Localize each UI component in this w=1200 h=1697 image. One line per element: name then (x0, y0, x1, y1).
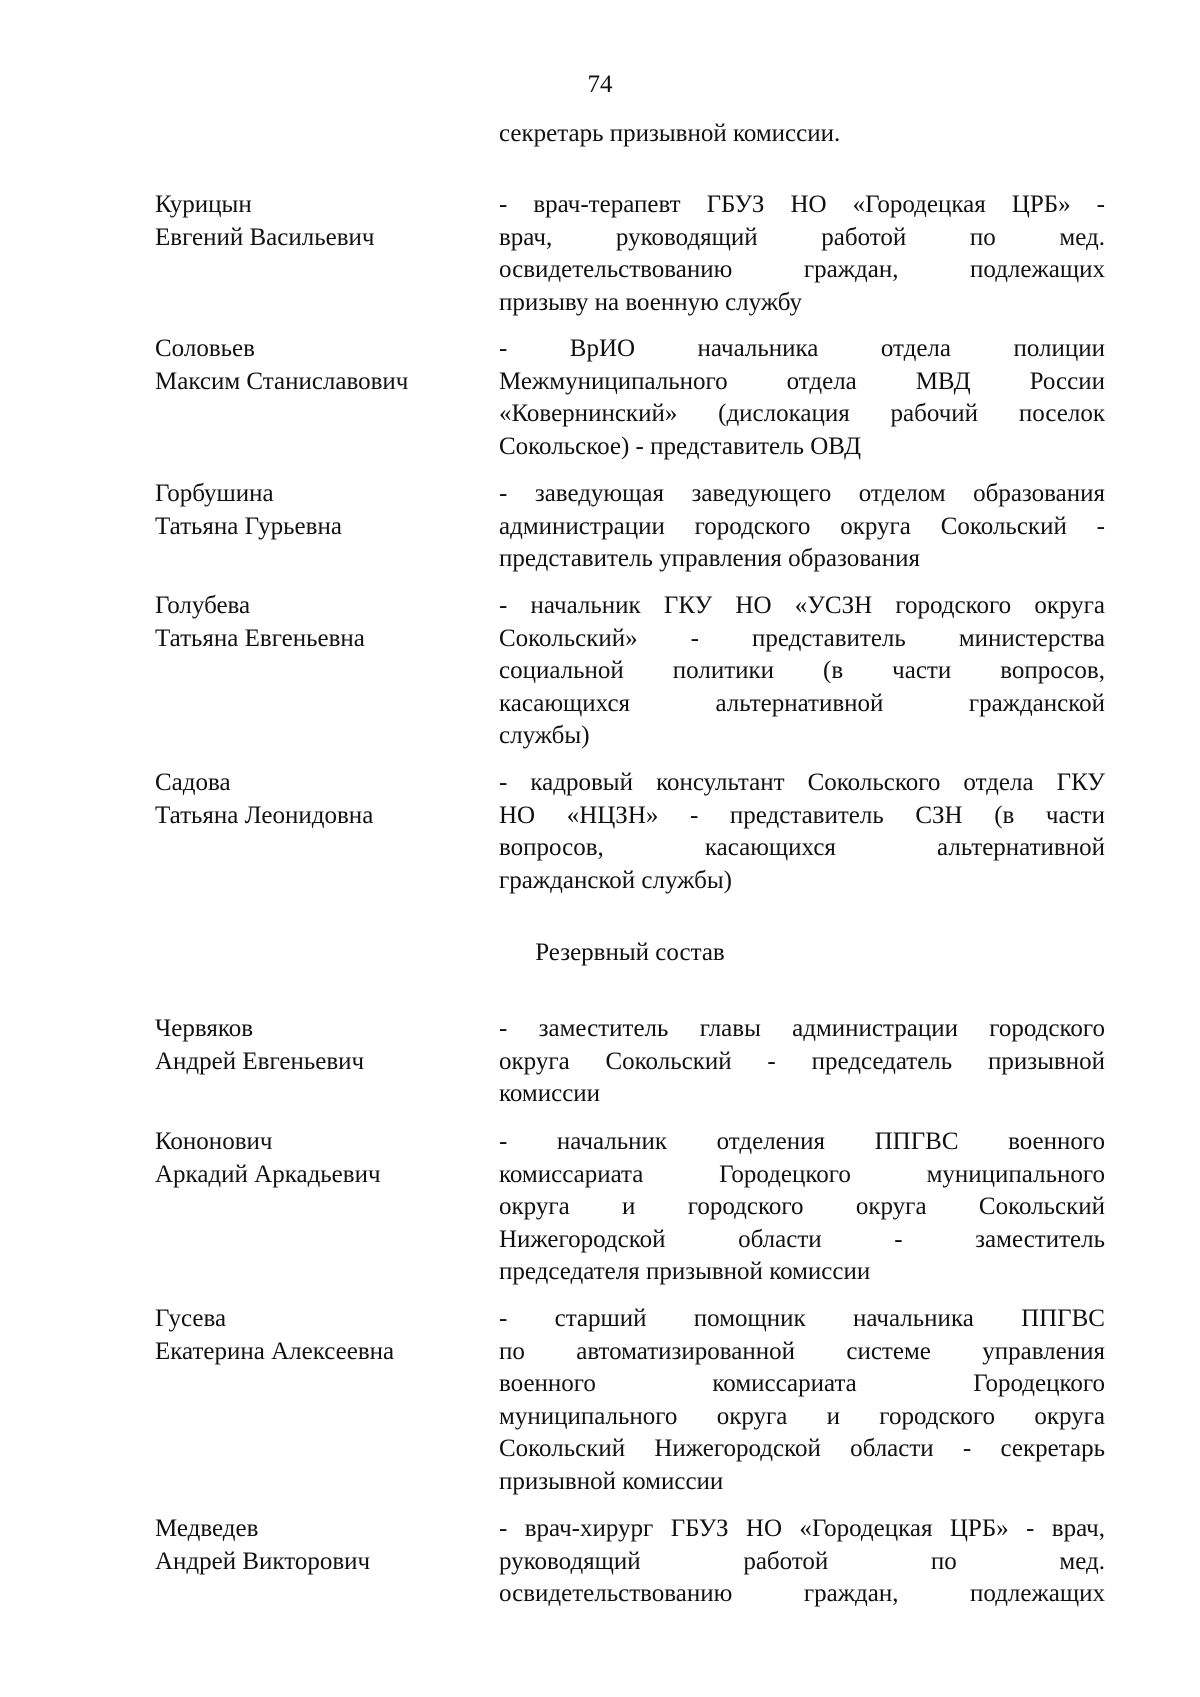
role-line: комиссии (499, 1080, 601, 1107)
member-given-names: Татьяна Евгеньевна (155, 624, 365, 652)
member-surname: Червяков (155, 1015, 253, 1042)
role-line: «Ковернинский» (дислокация рабочий поселок (499, 400, 1105, 427)
member-surname: Садова (155, 769, 231, 796)
member-given-names: Екатерина Алексеевна (155, 1337, 395, 1365)
role-line: - врач-терапевт ГБУЗ НО «Городецкая ЦРБ» - (499, 191, 1105, 218)
role-line: службы) (499, 722, 590, 749)
role-line: администрации городского округа Сокольский - (499, 512, 1105, 540)
role-line: - кадровый консультант Сокольского отдела ГКУ (499, 769, 1105, 796)
member-given-names: Максим Станиславович (155, 367, 409, 395)
role-line: Нижегородской области - заместитель (499, 1225, 1105, 1253)
member-role (499, 1126, 1105, 1289)
role-line: Межмуниципального отдела МВД России (499, 367, 1105, 395)
role-line: руководящий работой по мед. (499, 1547, 1105, 1575)
member-surname: Горбушина (155, 480, 274, 507)
role-line: Сокольское) - представитель ОВД (499, 432, 862, 460)
role-line: представитель управления образования (499, 545, 921, 572)
role-line: председателя призывной комиссии (499, 1258, 871, 1285)
member-surname: Соловьев (155, 335, 255, 362)
member-surname: Курицын (155, 191, 252, 218)
member-role (499, 1013, 1105, 1111)
member-given-names: Татьяна Леонидовна (155, 801, 374, 829)
member-name (155, 478, 475, 543)
role-line: НО «НЦЗН» - представитель СЗН (в части (499, 801, 1105, 829)
role-line: - начальник отделения ППГВС военного (499, 1128, 1105, 1155)
member-name (155, 1513, 475, 1578)
member-surname: Гусева (155, 1305, 227, 1332)
member-role (499, 478, 1105, 576)
member-name (155, 767, 475, 832)
role-line: - врач-хирург ГБУЗ НО «Городецкая ЦРБ» - врач, (499, 1515, 1105, 1542)
role-line: касающихся альтернативной гражданской (499, 689, 1105, 717)
member-given-names: Андрей Евгеньевич (155, 1047, 365, 1075)
member-given-names: Евгений Васильевич (155, 223, 375, 251)
reserve-section-heading: Резервный состав (535, 939, 725, 966)
member-given-names: Андрей Викторович (155, 1547, 371, 1575)
role-line: освидетельствованию граждан, подлежащих (499, 1580, 1105, 1607)
member-role (499, 1303, 1105, 1498)
role-line: социальной политики (в части вопросов, (499, 657, 1105, 684)
role-line: - ВрИО начальника отдела полиции (499, 335, 1105, 362)
role-line: - заместитель главы администрации городского (499, 1015, 1105, 1042)
member-name (155, 590, 475, 655)
member-role (499, 767, 1105, 897)
role-line: призыву на военную службу (499, 288, 803, 316)
member-name (155, 1303, 475, 1368)
role-line: округа Сокольский - председатель призывной (499, 1047, 1105, 1075)
page-number: 74 (587, 71, 613, 98)
member-given-names: Татьяна Гурьевна (155, 512, 342, 540)
member-surname: Медведев (155, 1515, 259, 1542)
member-name (155, 333, 475, 398)
member-name (155, 189, 475, 254)
role-line: вопросов, касающихся альтернативной (499, 834, 1105, 861)
role-line: - старший помощник начальника ППГВС (499, 1305, 1105, 1332)
role-line: Сокольский Нижегородской области - секретарь (499, 1435, 1105, 1462)
member-role (499, 1513, 1105, 1611)
role-line: освидетельствованию граждан, подлежащих (499, 256, 1105, 283)
member-role (499, 590, 1105, 753)
role-line: комиссариата Городецкого муниципального (499, 1160, 1105, 1188)
role-line: врач, руководящий работой по мед. (499, 223, 1105, 251)
role-line: по автоматизированной системе управления (499, 1337, 1105, 1365)
role-line: призывной комиссии (499, 1467, 724, 1495)
role-line: - начальник ГКУ НО «УСЗН городского округа (499, 592, 1105, 619)
member-given-names: Аркадий Аркадьевич (155, 1160, 381, 1188)
member-role (499, 333, 1105, 463)
role-line: гражданской службы) (499, 866, 732, 894)
member-name (155, 1126, 475, 1191)
member-surname: Голубева (155, 592, 251, 619)
member-role (499, 189, 1105, 319)
member-surname: Кононович (155, 1128, 273, 1155)
role-line: военного комиссариата Городецкого (499, 1370, 1105, 1397)
role-line: округа и городского округа Сокольский (499, 1193, 1105, 1220)
member-name (155, 1013, 475, 1078)
role-line: муниципального округа и городского округа (499, 1402, 1105, 1430)
role-line: - заведующая заведующего отделом образования (499, 480, 1105, 507)
intro-line: секретарь призывной комиссии. (499, 120, 841, 147)
role-line: Сокольский» - представитель министерства (499, 624, 1105, 652)
